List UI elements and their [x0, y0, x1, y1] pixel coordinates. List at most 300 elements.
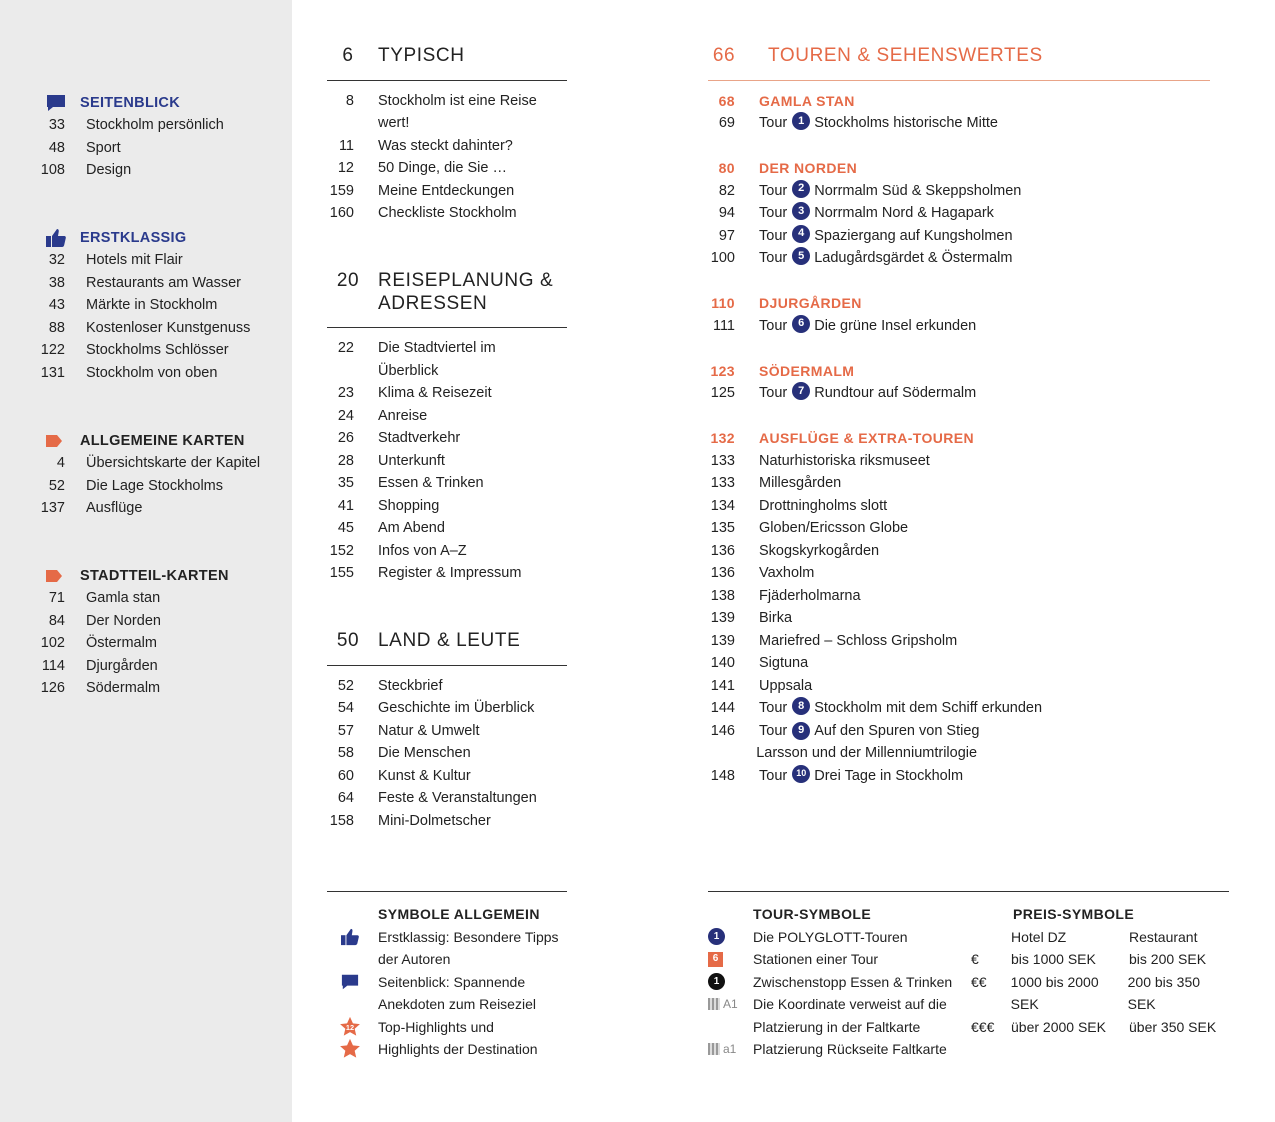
- section-title: TOUREN & SEHENSWERTES: [768, 45, 1043, 66]
- page-number: 134: [710, 497, 735, 514]
- list-item[interactable]: [708, 450, 1210, 473]
- item-label: Essen & Trinken: [378, 475, 484, 491]
- subsection-title: AUSFLÜGE & EXTRA-TOUREN: [759, 430, 975, 446]
- column-header: Hotel DZ: [1011, 928, 1067, 945]
- legend-preis-symbole: [971, 903, 1231, 1038]
- tour-item[interactable]: [708, 382, 1210, 405]
- legend-item: [327, 1038, 567, 1061]
- page-number: 110: [711, 295, 735, 311]
- allgemeine-karten-title: ALLGEMEINE KARTEN: [80, 433, 245, 449]
- page-number: 69: [718, 115, 735, 131]
- section-heading: [327, 630, 567, 666]
- column-header: Restaurant: [1129, 928, 1198, 945]
- subsection-heading[interactable]: [708, 360, 1210, 383]
- legend-label: Top-Highlights und: [378, 1018, 494, 1035]
- list-item[interactable]: [708, 675, 1210, 698]
- item-label: Der Norden: [86, 612, 161, 629]
- page-number: 60: [337, 767, 354, 784]
- tour-label: Tour: [759, 227, 788, 244]
- item-label: Sport: [86, 139, 121, 156]
- item-label: Märkte in Stockholm: [86, 297, 218, 313]
- page-number: 66: [712, 45, 736, 66]
- page-number: 20: [336, 270, 360, 291]
- list-item[interactable]: [708, 607, 1210, 630]
- item-label: Infos von A–Z: [378, 542, 467, 559]
- page-number: 43: [48, 297, 65, 313]
- page-number: 159: [329, 182, 354, 199]
- star-icon: [327, 1016, 372, 1039]
- page-number: 71: [48, 590, 65, 606]
- tour-label: Tour: [759, 700, 788, 716]
- tour-label: Tour: [759, 722, 788, 739]
- item-label: Kostenloser Kunstgenuss: [86, 319, 251, 336]
- page-number: 158: [329, 812, 354, 829]
- section-touren: [708, 45, 1210, 787]
- list-item[interactable]: [40, 362, 280, 385]
- subsection-title: GAMLA STAN: [759, 92, 855, 109]
- star-icon: [327, 1038, 372, 1061]
- item-label: Östermalm: [86, 635, 157, 651]
- price-row: [971, 971, 1231, 1016]
- page-number: 12: [337, 160, 354, 176]
- list-item[interactable]: [327, 697, 567, 720]
- tour-label: Tour: [759, 317, 788, 334]
- section-title: LAND & LEUTE: [378, 630, 521, 651]
- badge-number: 1: [708, 973, 725, 990]
- restaurant-price: 200 bis 350 SEK: [1127, 973, 1201, 1012]
- list-item[interactable]: [327, 517, 567, 540]
- tour-badge-icon: [708, 926, 738, 949]
- page-number: 32: [48, 252, 65, 268]
- item-label: Gamla stan: [86, 590, 161, 606]
- page-number: 140: [710, 655, 735, 671]
- list-item[interactable]: [327, 562, 567, 585]
- list-item[interactable]: [327, 765, 567, 788]
- page-number: 23: [337, 385, 354, 401]
- page-number: 125: [710, 385, 735, 401]
- list-item[interactable]: [327, 202, 567, 225]
- list-item[interactable]: [40, 677, 280, 700]
- page-number: 144: [710, 700, 735, 716]
- tour-number-badge: 9: [792, 722, 810, 740]
- item-label: Register & Impressum: [378, 565, 522, 581]
- page-number: 45: [337, 520, 354, 536]
- item-label: Stockholms historische Mitte: [814, 115, 998, 131]
- list-item[interactable]: [708, 495, 1210, 518]
- page-number: 84: [48, 612, 65, 629]
- list-item[interactable]: [40, 587, 280, 610]
- item-label: Mariefred – Schloss Gripsholm: [759, 632, 958, 649]
- hotel-price: über 2000 SEK: [1011, 1018, 1106, 1035]
- page-number: 52: [48, 477, 65, 494]
- item-label: Södermalm: [86, 680, 161, 696]
- badge-number: 6: [708, 952, 723, 967]
- erstklassig-title: ERSTKLASSIG: [80, 230, 187, 246]
- page-number: 160: [329, 205, 354, 221]
- list-item[interactable]: [40, 317, 280, 340]
- list-item[interactable]: [327, 472, 567, 495]
- legend-label: Zwischenstopp Essen & Trinken: [753, 973, 953, 990]
- map-icon: [708, 993, 738, 1016]
- sidebar-erstklassig: [40, 227, 280, 384]
- tour-number-badge: 4: [792, 225, 810, 243]
- item-label: Kunst & Kultur: [378, 767, 471, 784]
- page-number: 57: [337, 722, 354, 739]
- item-label: Was steckt dahinter?: [378, 137, 513, 154]
- speech-bubble-icon: [40, 92, 80, 114]
- tour-label: Tour: [759, 250, 788, 266]
- item-label: Naturhistoriska riksmuseet: [759, 452, 930, 469]
- item-label: Restaurants am Wasser: [86, 274, 241, 291]
- tour-item[interactable]: [708, 247, 1210, 270]
- item-label: Meine Entdeckungen: [378, 182, 515, 199]
- legend-label: Die POLYGLOTT-Touren: [753, 928, 908, 945]
- tour-item[interactable]: [708, 180, 1210, 203]
- price-symbol: €: [971, 951, 979, 967]
- item-label: Shopping: [378, 497, 440, 514]
- list-item[interactable]: [708, 652, 1210, 675]
- page-number: 132: [710, 430, 735, 446]
- page-number: 102: [40, 635, 65, 651]
- tour-label: Tour: [759, 767, 788, 784]
- list-item[interactable]: [327, 180, 567, 203]
- tour-number-badge: 6: [792, 315, 810, 333]
- legend-label: Stationen einer Tour: [753, 951, 879, 967]
- section-title: REISEPLANUNG & ADRESSEN: [378, 270, 554, 314]
- item-label: Stockholm persönlich: [86, 117, 224, 133]
- list-item[interactable]: [327, 157, 567, 180]
- section-typisch: [327, 45, 567, 225]
- legend-label: Erstklassig: Besondere Tipps der Autoren: [378, 928, 559, 967]
- list-item[interactable]: [327, 337, 567, 382]
- page-number: 146: [710, 722, 735, 739]
- item-label: Drottningholms slott: [759, 497, 888, 514]
- item-label: Stockholm ist eine Reise wert!: [378, 92, 537, 131]
- list-item[interactable]: [40, 339, 280, 362]
- page-number: 141: [710, 677, 735, 694]
- subsection-title: DER NORDEN: [759, 160, 858, 176]
- list-item[interactable]: [40, 272, 280, 295]
- subsection-title: DJURGÅRDEN: [759, 295, 862, 311]
- divider: [327, 891, 567, 892]
- list-item[interactable]: [327, 675, 567, 698]
- seitenblick-heading: [40, 92, 280, 114]
- star-badge-number: 12: [345, 1022, 354, 1032]
- page-number: 94: [718, 205, 735, 221]
- list-item[interactable]: [327, 382, 567, 405]
- item-label: Stockholm von oben: [86, 364, 218, 381]
- tour-item[interactable]: [708, 202, 1210, 225]
- tour-item[interactable]: [708, 315, 1210, 338]
- page-number: 111: [712, 317, 735, 334]
- station-badge-icon: [708, 948, 738, 971]
- stadtteil-karten-heading: [40, 565, 280, 587]
- list-item[interactable]: [40, 632, 280, 655]
- page-number: 6: [342, 45, 354, 66]
- item-label: Ladugårdsgärdet & Östermalm: [814, 250, 1013, 266]
- tour-label: Tour: [759, 115, 788, 131]
- tour-label: Tour: [759, 205, 788, 221]
- item-label: Design: [86, 162, 132, 178]
- tour-number-badge: 8: [792, 697, 810, 715]
- list-item[interactable]: [40, 610, 280, 633]
- item-label: Norrmalm Süd & Skeppsholmen: [814, 182, 1022, 199]
- hotel-price: 1000 bis 2000 SEK: [1010, 973, 1099, 1012]
- tour-item[interactable]: [708, 765, 1210, 788]
- sidebar-seitenblick: [40, 92, 280, 182]
- page-number: 33: [48, 117, 65, 133]
- item-label: 50 Dinge, die Sie …: [378, 160, 507, 176]
- list-item[interactable]: [40, 655, 280, 678]
- page-number: 4: [56, 455, 65, 471]
- legend-item: [708, 971, 958, 994]
- erstklassig-heading: [40, 227, 280, 249]
- item-label: Übersichtskarte der Kapitel: [86, 455, 261, 471]
- item-label: Djurgården: [86, 657, 158, 674]
- legend-label: Platzierung Rückseite Faltkarte: [753, 1041, 947, 1057]
- page-number: 126: [40, 680, 65, 696]
- tour-label: Tour: [759, 182, 788, 199]
- legend-label: Seitenblick: Spannende Anekdoten zum Reiseziel: [378, 973, 536, 1012]
- legend-item: [327, 1016, 567, 1039]
- tour-number-badge: 5: [792, 247, 810, 265]
- tag-icon: [40, 565, 80, 587]
- legend-item: [327, 926, 567, 971]
- page-number: 38: [48, 274, 65, 291]
- legend-item: [708, 926, 958, 949]
- section-heading: [327, 270, 567, 328]
- sidebar-stadtteil-karten: [40, 565, 280, 700]
- map-coordinate: A1: [723, 997, 738, 1011]
- price-row: [971, 1016, 1231, 1039]
- price-row: [971, 948, 1231, 971]
- item-label: Checkliste Stockholm: [378, 205, 517, 221]
- list-item[interactable]: [40, 475, 280, 498]
- list-item[interactable]: [708, 472, 1210, 495]
- item-label: Uppsala: [759, 677, 813, 694]
- list-item[interactable]: [327, 495, 567, 518]
- list-item[interactable]: [40, 137, 280, 160]
- page-number: 133: [710, 475, 735, 491]
- map-coordinate: a1: [723, 1042, 737, 1056]
- item-label: Spaziergang auf Kungsholmen: [814, 227, 1013, 244]
- legend-title: TOUR-SYMBOLE: [753, 906, 872, 922]
- subsection-heading[interactable]: [708, 90, 1210, 113]
- page-number: 64: [337, 790, 354, 806]
- legend-label: Die Koordinate verweist auf die Platzierung in der Faltkarte: [753, 996, 947, 1035]
- list-item[interactable]: [327, 405, 567, 428]
- page-number: 88: [48, 319, 65, 336]
- page-number: 122: [40, 342, 65, 358]
- tour-number-badge: 2: [792, 180, 810, 198]
- price-symbol: €€: [971, 973, 987, 990]
- subsection-heading[interactable]: [708, 292, 1210, 315]
- item-label: Unterkunft: [378, 452, 445, 469]
- page-number: 28: [337, 452, 354, 469]
- list-item[interactable]: [40, 114, 280, 137]
- tour-item[interactable]: [708, 720, 1210, 765]
- item-label: Am Abend: [378, 520, 445, 536]
- page-number: 114: [41, 657, 65, 674]
- list-item[interactable]: [40, 249, 280, 272]
- divider: [708, 891, 1229, 892]
- page-number: 100: [710, 250, 735, 266]
- tour-item[interactable]: [708, 225, 1210, 248]
- legend-item: [708, 993, 958, 1038]
- item-label: Birka: [759, 610, 793, 626]
- item-label: Klima & Reisezeit: [378, 385, 492, 401]
- list-item[interactable]: [327, 90, 567, 135]
- list-item[interactable]: [708, 585, 1210, 608]
- item-label: Drei Tage in Stockholm: [814, 767, 964, 784]
- sidebar-allgemeine-karten: [40, 430, 280, 520]
- page-number: 80: [718, 160, 735, 176]
- stadtteil-karten-title: STADTTEIL-KARTEN: [80, 568, 229, 584]
- page-number: 52: [337, 677, 354, 694]
- page-number: 136: [710, 565, 735, 581]
- legend-item: [327, 971, 567, 1016]
- list-item[interactable]: [708, 517, 1210, 540]
- tag-icon: [40, 430, 80, 452]
- list-item[interactable]: [40, 497, 280, 520]
- page-number: 155: [329, 565, 354, 581]
- page-number: 138: [710, 587, 735, 604]
- list-item[interactable]: [708, 562, 1210, 585]
- item-label: Vaxholm: [759, 565, 815, 581]
- item-label: Auf den Spuren von Stieg Larsson und der Millenniumtrilogie: [756, 722, 980, 761]
- list-item[interactable]: [327, 810, 567, 833]
- page-number: 8: [345, 92, 354, 109]
- legend-title: PREIS-SYMBOLE: [1013, 906, 1135, 922]
- tour-number-badge: 10: [792, 765, 810, 783]
- list-item[interactable]: [40, 452, 280, 475]
- item-label: Die Lage Stockholms: [86, 477, 224, 494]
- list-item[interactable]: [327, 787, 567, 810]
- legend-tour-symbole: [708, 903, 958, 1061]
- item-label: Globen/Ericsson Globe: [759, 520, 909, 536]
- legend-symbole-allgemein: [327, 903, 567, 1061]
- page-number: 131: [40, 364, 65, 381]
- page-number: 137: [40, 500, 65, 516]
- tour-item[interactable]: [708, 697, 1210, 720]
- badge-number: 1: [708, 928, 725, 945]
- section-reiseplanung: [327, 270, 567, 585]
- item-label: Steckbrief: [378, 677, 443, 694]
- page-number: 35: [337, 475, 354, 491]
- subsection-heading[interactable]: [708, 157, 1210, 180]
- tour-label: Tour: [759, 385, 788, 401]
- page-number: 54: [337, 700, 354, 716]
- speech-bubble-icon: [327, 971, 372, 994]
- section-heading: [708, 45, 1210, 81]
- tour-item[interactable]: [708, 112, 1210, 135]
- item-label: Die grüne Insel erkunden: [814, 317, 977, 334]
- page-number: 108: [40, 162, 65, 178]
- tour-number-badge: 3: [792, 202, 810, 220]
- subsection-title: SÖDERMALM: [759, 362, 855, 379]
- subsection-heading[interactable]: [708, 427, 1210, 450]
- page-number: 123: [710, 362, 735, 379]
- page-number: 24: [337, 407, 354, 424]
- list-item[interactable]: [327, 720, 567, 743]
- item-label: Hotels mit Flair: [86, 252, 183, 268]
- restaurant-price: bis 200 SEK: [1129, 951, 1207, 967]
- list-item[interactable]: [40, 294, 280, 317]
- page-number: 11: [338, 137, 354, 154]
- page-number: 133: [710, 452, 735, 469]
- restaurant-price: über 350 SEK: [1129, 1018, 1217, 1035]
- page-number: 148: [710, 767, 735, 784]
- page-number: 139: [710, 632, 735, 649]
- tour-number-badge: 7: [792, 382, 810, 400]
- page-number: 139: [710, 610, 735, 626]
- page-number: 68: [718, 92, 735, 109]
- page-number: 48: [48, 139, 65, 156]
- page-number: 152: [329, 542, 354, 559]
- section-heading: [327, 45, 567, 81]
- allgemeine-karten-heading: [40, 430, 280, 452]
- food-stop-badge-icon: [708, 971, 738, 994]
- price-symbol: €€€: [971, 1018, 995, 1035]
- item-label: Sigtuna: [759, 655, 809, 671]
- item-label: Die Stadtviertel im Überblick: [378, 340, 496, 379]
- page-number: 135: [710, 520, 735, 536]
- page-number: 136: [710, 542, 735, 559]
- price-header-row: [971, 926, 1231, 949]
- item-label: Norrmalm Nord & Hagapark: [814, 205, 994, 221]
- legend-item: [708, 1038, 958, 1061]
- legend-label: Highlights der Destination: [378, 1041, 538, 1057]
- list-item[interactable]: [708, 630, 1210, 653]
- page-number: 58: [337, 745, 354, 761]
- item-label: Anreise: [378, 407, 428, 424]
- item-label: Geschichte im Überblick: [378, 700, 535, 716]
- item-label: Die Menschen: [378, 745, 471, 761]
- page-number: 50: [336, 630, 360, 651]
- list-item[interactable]: [327, 135, 567, 158]
- page-number: 97: [718, 227, 735, 244]
- list-item[interactable]: [327, 450, 567, 473]
- item-label: Stockholms Schlösser: [86, 342, 229, 358]
- item-label: Natur & Umwelt: [378, 722, 480, 739]
- legend-title: SYMBOLE ALLGEMEIN: [378, 906, 540, 922]
- tour-number-badge: 1: [792, 112, 810, 130]
- map-icon: [708, 1038, 738, 1061]
- item-label: Skogskyrkogården: [759, 542, 880, 559]
- hotel-price: bis 1000 SEK: [1011, 951, 1096, 967]
- page-number: 82: [718, 182, 735, 199]
- item-label: Stadtverkehr: [378, 430, 461, 446]
- item-label: Fjäderholmarna: [759, 587, 861, 604]
- seitenblick-title: SEITENBLICK: [80, 95, 180, 111]
- item-label: Millesgården: [759, 475, 842, 491]
- section-title: TYPISCH: [378, 45, 465, 66]
- item-label: Ausflüge: [86, 500, 143, 516]
- list-item[interactable]: [327, 742, 567, 765]
- list-item[interactable]: [327, 540, 567, 563]
- section-land-leute: [327, 630, 567, 832]
- item-label: Rundtour auf Södermalm: [814, 385, 977, 401]
- thumbs-up-icon: [40, 227, 80, 249]
- thumbs-up-icon: [327, 926, 372, 949]
- legend-item: [708, 948, 958, 971]
- item-label: Stockholm mit dem Schiff erkunden: [814, 700, 1043, 716]
- item-label: Mini-Dolmetscher: [378, 812, 491, 829]
- list-item[interactable]: [708, 540, 1210, 563]
- list-item[interactable]: [40, 159, 280, 182]
- list-item[interactable]: [327, 427, 567, 450]
- page-number: 41: [337, 497, 354, 514]
